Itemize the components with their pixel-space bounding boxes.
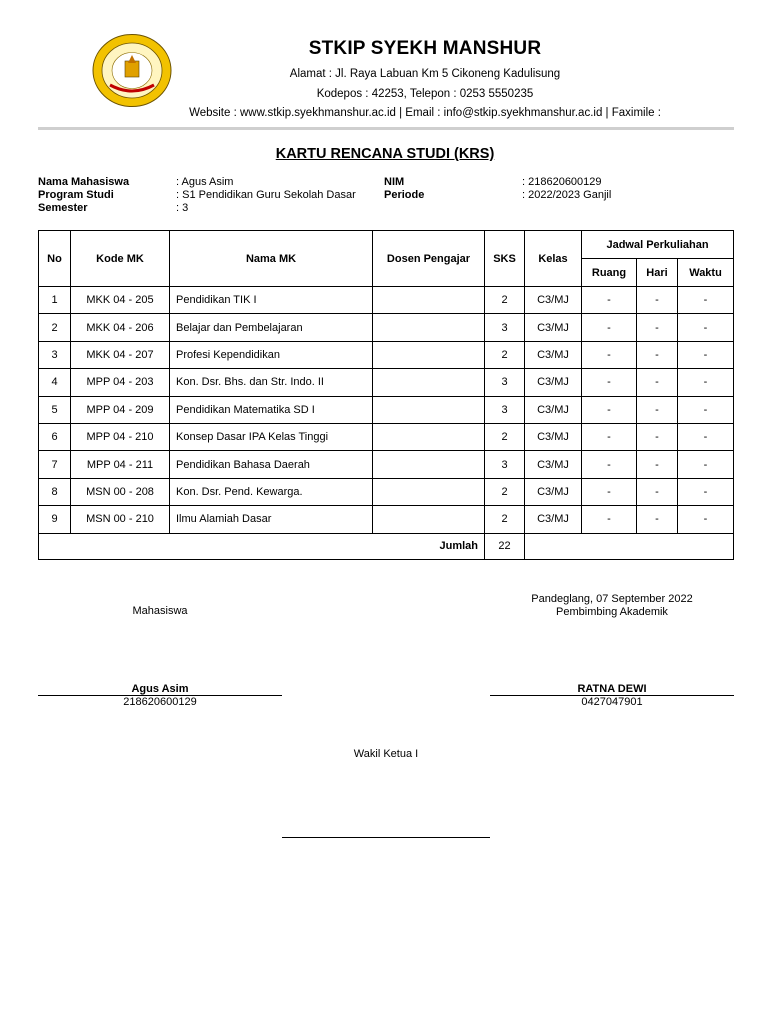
cell-ruang: -: [582, 287, 637, 314]
cell-waktu: -: [678, 423, 734, 450]
student-signature-name: Agus Asim: [131, 683, 189, 695]
advisor-signature-name: RATNA DEWI: [577, 683, 647, 695]
document-title: KARTU RENCANA STUDI (KRS): [275, 146, 495, 162]
total-sks: 22: [485, 533, 525, 559]
cell-no: 7: [39, 451, 71, 478]
col-header-kode: Kode MK: [71, 231, 170, 287]
cell-no: 9: [39, 506, 71, 533]
cell-waktu: -: [678, 369, 734, 396]
col-header-ruang: Ruang: [582, 259, 637, 287]
cell-sks: 3: [485, 451, 525, 478]
cell-hari: -: [637, 341, 678, 368]
table-row: [39, 369, 734, 396]
col-header-jadwal: Jadwal Perkuliahan: [582, 231, 734, 259]
cell-waktu: -: [678, 451, 734, 478]
cell-kode: MPP 04 - 209: [71, 396, 170, 423]
cell-waktu: -: [678, 341, 734, 368]
cell-dosen: [373, 314, 485, 341]
cell-dosen: [373, 287, 485, 314]
cell-dosen: [373, 506, 485, 533]
cell-nama: Konsep Dasar IPA Kelas Tinggi: [170, 423, 373, 450]
nim-label: NIM: [384, 176, 405, 188]
col-header-kelas: Kelas: [525, 231, 582, 287]
cell-nama: Kon. Dsr. Pend. Kewarga.: [170, 478, 373, 505]
advisor-signature-id: 0427047901: [581, 696, 643, 708]
cell-sks: 2: [485, 506, 525, 533]
cell-kelas: C3/MJ: [525, 478, 582, 505]
cell-no: 1: [39, 287, 71, 314]
table-row: [39, 451, 734, 478]
vice-chair-role: Wakil Ketua I: [353, 748, 419, 760]
table-row: [39, 423, 734, 450]
cell-dosen: [373, 396, 485, 423]
cell-nama: Pendidikan TIK I: [170, 287, 373, 314]
cell-ruang: -: [582, 478, 637, 505]
cell-no: 3: [39, 341, 71, 368]
nim-value: : 218620600129: [522, 176, 602, 188]
cell-waktu: -: [678, 287, 734, 314]
cell-hari: -: [637, 423, 678, 450]
institution-address: Alamat : Jl. Raya Labuan Km 5 Cikoneng Kadulisung: [289, 68, 561, 80]
cell-dosen: [373, 369, 485, 396]
cell-no: 5: [39, 396, 71, 423]
vice-chair-signature-line: [282, 837, 490, 838]
col-header-no: No: [39, 231, 71, 287]
cell-kode: MPP 04 - 211: [71, 451, 170, 478]
col-header-dosen: Dosen Pengajar: [373, 231, 485, 287]
cell-ruang: -: [582, 506, 637, 533]
cell-ruang: -: [582, 423, 637, 450]
semester-label: Semester: [38, 202, 88, 214]
cell-hari: -: [637, 506, 678, 533]
cell-ruang: -: [582, 451, 637, 478]
cell-kode: MPP 04 - 203: [71, 369, 170, 396]
table-row: [39, 287, 734, 314]
cell-ruang: -: [582, 396, 637, 423]
cell-ruang: -: [582, 341, 637, 368]
col-header-sks: SKS: [485, 231, 525, 287]
institution-postal-phone: Kodepos : 42253, Telepon : 0253 5550235: [316, 88, 534, 100]
institution-name: STKIP SYEKH MANSHUR: [308, 38, 542, 59]
cell-kelas: C3/MJ: [525, 396, 582, 423]
cell-sks: 2: [485, 423, 525, 450]
col-header-nama: Nama MK: [170, 231, 373, 287]
cell-kelas: C3/MJ: [525, 423, 582, 450]
cell-waktu: -: [678, 506, 734, 533]
semester-value: : 3: [176, 202, 189, 214]
cell-dosen: [373, 478, 485, 505]
cell-nama: Kon. Dsr. Bhs. dan Str. Indo. II: [170, 369, 373, 396]
cell-hari: -: [637, 396, 678, 423]
student-name-label: Nama Mahasiswa: [38, 176, 130, 188]
cell-sks: 3: [485, 314, 525, 341]
cell-no: 2: [39, 314, 71, 341]
cell-hari: -: [637, 287, 678, 314]
cell-waktu: -: [678, 396, 734, 423]
cell-kode: MSN 00 - 210: [71, 506, 170, 533]
cell-ruang: -: [582, 369, 637, 396]
table-row: [39, 341, 734, 368]
cell-kelas: C3/MJ: [525, 506, 582, 533]
total-label: Jumlah: [39, 533, 485, 559]
cell-nama: Pendidikan Bahasa Daerah: [170, 451, 373, 478]
student-signature-id: 218620600129: [123, 696, 197, 708]
cell-no: 6: [39, 423, 71, 450]
table-row: [39, 478, 734, 505]
cell-no: 8: [39, 478, 71, 505]
total-filler: [525, 533, 734, 559]
cell-waktu: -: [678, 314, 734, 341]
cell-kelas: C3/MJ: [525, 451, 582, 478]
cell-hari: -: [637, 451, 678, 478]
cell-kelas: C3/MJ: [525, 369, 582, 396]
cell-sks: 2: [485, 287, 525, 314]
period-label: Periode: [384, 189, 425, 201]
place-date: Pandeglang, 07 September 2022: [531, 593, 693, 605]
cell-dosen: [373, 423, 485, 450]
cell-nama: Profesi Kependidikan: [170, 341, 373, 368]
cell-kode: MKK 04 - 205: [71, 287, 170, 314]
course-table: [38, 230, 734, 560]
table-row: [39, 396, 734, 423]
table-row: [39, 314, 734, 341]
cell-nama: Pendidikan Matematika SD I: [170, 396, 373, 423]
institution-contact: Website : www.stkip.syekhmanshur.ac.id | Email : info@stkip.syekhmanshur.ac.id | Faximile :: [189, 107, 661, 119]
cell-kode: MKK 04 - 207: [71, 341, 170, 368]
col-header-waktu: Waktu: [678, 259, 734, 287]
cell-nama: Belajar dan Pembelajaran: [170, 314, 373, 341]
cell-sks: 3: [485, 396, 525, 423]
cell-kode: MKK 04 - 206: [71, 314, 170, 341]
cell-nama: Ilmu Alamiah Dasar: [170, 506, 373, 533]
cell-kode: MPP 04 - 210: [71, 423, 170, 450]
cell-sks: 2: [485, 341, 525, 368]
program-label: Program Studi: [38, 189, 114, 201]
col-header-hari: Hari: [637, 259, 678, 287]
student-name-value: : Agus Asim: [176, 176, 234, 188]
cell-hari: -: [637, 478, 678, 505]
cell-dosen: [373, 451, 485, 478]
table-row: [39, 506, 734, 533]
cell-hari: -: [637, 314, 678, 341]
period-value: : 2022/2023 Ganjil: [522, 189, 612, 201]
cell-dosen: [373, 341, 485, 368]
cell-waktu: -: [678, 478, 734, 505]
cell-hari: -: [637, 369, 678, 396]
cell-kelas: C3/MJ: [525, 341, 582, 368]
cell-ruang: -: [582, 314, 637, 341]
cell-kelas: C3/MJ: [525, 287, 582, 314]
cell-kelas: C3/MJ: [525, 314, 582, 341]
header-divider: [38, 127, 734, 130]
advisor-role: Pembimbing Akademik: [556, 606, 668, 618]
student-role: Mahasiswa: [132, 605, 188, 617]
cell-kode: MSN 00 - 208: [71, 478, 170, 505]
program-value: : S1 Pendidikan Guru Sekolah Dasar: [176, 189, 356, 201]
cell-sks: 3: [485, 369, 525, 396]
cell-sks: 2: [485, 478, 525, 505]
cell-no: 4: [39, 369, 71, 396]
